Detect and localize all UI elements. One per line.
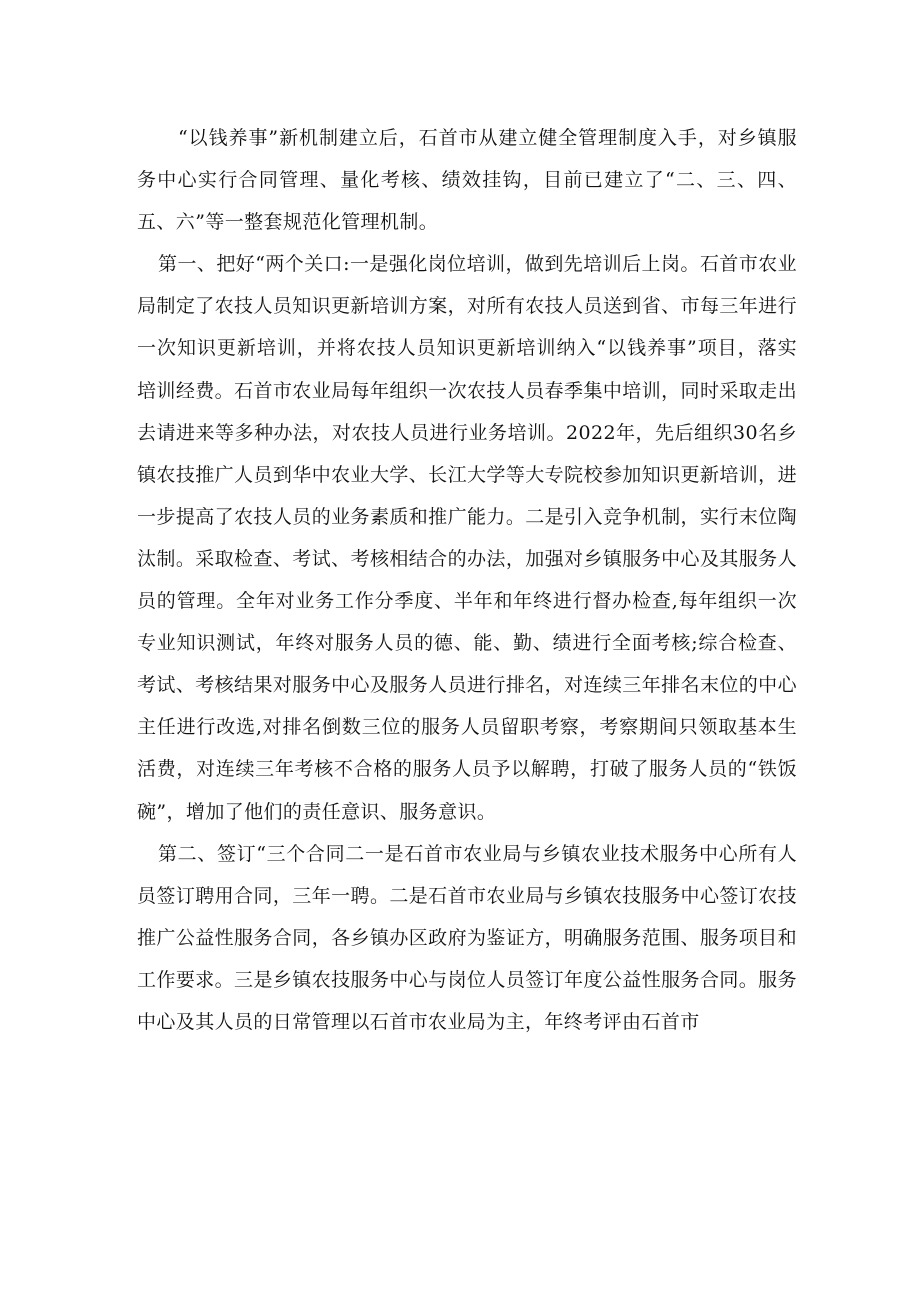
paragraph-first-checkpoints: 第一、把好“两个关口:一是强化岗位培训，做到先培训后上岗。石首市农业局制定了农技人员知识更新培训方案，对所有农技人员送到省、市每三年进行一次知识更新培训，并将农技人员知识更新培训纳入“以钱养事”项目，落实培训经费。石首市农业局每年组织一次农技人员春季集中培训，同时采取走出去请进来等多种办法，对农技人员进行业务培训。2022年，先后组织30名乡镇农技推广人员到华中农业大学、长江大学等大专院校参加知识更新培训，进一步提高了农技人员的业务素质和推广能力。二是引入竞争机制，实行末位陶汰制。采取检查、考试、考核相结合的办法，加强对乡镇服务中心及其服务人员的管理。全年对业务工作分季度、半年和年终进行督办检查,每年组织一次专业知识测试，年终对服务人员的德、能、勤、绩进行全面考核;综合检查、考试、考核结果对服务中心及服务人员进行排名，对连续三年排名末位的中心主任进行改选,对排名倒数三位的服务人员留职考察，考察期间只领取基本生活费，对连续三年考核不合格的服务人员予以解聘，打破了服务人员的“铁饭碗”，增加了他们的责任意识、服务意识。 [137, 253, 797, 823]
document-body [137, 117, 797, 1043]
paragraph-second-contracts: 第二、签订“三个合同二一是石首市农业局与乡镇农业技术服务中心所有人员签订聘用合同，三年一聘。二是石首市农业局与乡镇农技服务中心签订农技推广公益性服务合同，各乡镇办区政府为鉴证方，明确服务范围、服务项目和工作要求。三是乡镇农技服务中心与岗位人员签订年度公益性服务合同。服务中心及其人员的日常管理以石首市农业局为主，年终考评由石首市 [137, 842, 797, 1033]
paragraph-intro: “以钱养事”新机制建立后，石首市从建立健全管理制度入手，对乡镇服务中心实行合同管理、量化考核、绩效挂钩，目前已建立了“二、三、四、五、六”等一整套规范化管理机制。 [137, 127, 797, 234]
